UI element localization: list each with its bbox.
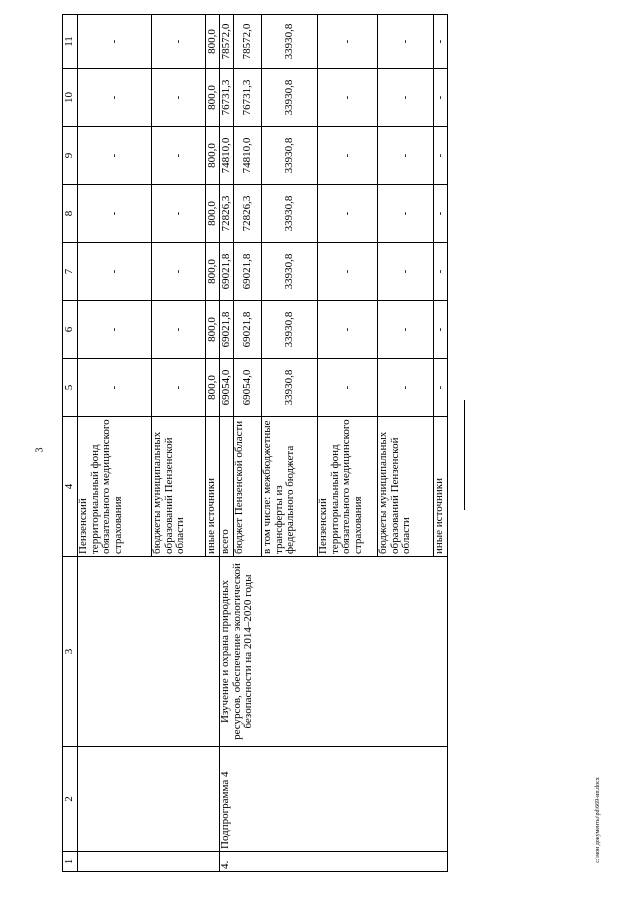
value-cell: -	[434, 243, 448, 301]
column-number-1: 1	[63, 852, 78, 872]
funding-source-cell: Пензенский территориальный фонд обязательного медицинского страхования	[78, 417, 152, 557]
value-cell: -	[378, 243, 434, 301]
continued-source-row	[78, 15, 152, 872]
value-cell: -	[318, 301, 378, 359]
subprogram-name-cell: Подпрограмма 4	[220, 747, 448, 852]
value-cell: -	[434, 301, 448, 359]
value-cell: -	[434, 127, 448, 185]
section-source-row	[220, 15, 234, 872]
column-number-10: 10	[63, 69, 78, 127]
value-cell: -	[152, 69, 206, 127]
value-cell: -	[318, 185, 378, 243]
value-cell: 69054,0	[234, 359, 262, 417]
value-cell: -	[378, 15, 434, 69]
continued-title-cell	[78, 557, 220, 747]
table-body	[63, 15, 448, 872]
continued-name-cell	[78, 747, 220, 852]
value-cell: 72826,3	[220, 185, 234, 243]
budget-table-wrapper	[62, 15, 446, 872]
value-cell: 74810,0	[220, 127, 234, 185]
value-cell: -	[378, 359, 434, 417]
value-cell: -	[378, 69, 434, 127]
budget-table	[62, 14, 448, 872]
value-cell: -	[434, 185, 448, 243]
value-cell: -	[152, 359, 206, 417]
value-cell: 76731,3	[234, 69, 262, 127]
value-cell: -	[152, 127, 206, 185]
value-cell: -	[78, 359, 152, 417]
value-cell: -	[378, 185, 434, 243]
value-cell: -	[152, 185, 206, 243]
value-cell: -	[434, 15, 448, 69]
column-number-5: 5	[63, 359, 78, 417]
funding-source-cell: бюджеты муниципальных образований Пензенской области	[378, 417, 434, 557]
column-number-7: 7	[63, 243, 78, 301]
value-cell: -	[152, 243, 206, 301]
value-cell: -	[378, 127, 434, 185]
value-cell: 72826,3	[234, 185, 262, 243]
funding-source-cell: Пензенский территориальный фонд обязательного медицинского страхования	[318, 417, 378, 557]
value-cell: 69021,8	[234, 243, 262, 301]
funding-source-cell: в том числе: межбюджетные трансферты из федерального бюджета	[262, 417, 318, 557]
subprogram-title-cell: Изучение и охрана природных ресурсов, обеспечение экологической безопасности на 2014–2020 годы	[220, 557, 448, 747]
column-number-9: 9	[63, 127, 78, 185]
value-cell: 33930,8	[262, 301, 318, 359]
value-cell: 69021,8	[220, 243, 234, 301]
value-cell: -	[378, 301, 434, 359]
value-cell: -	[78, 185, 152, 243]
page-number: 3	[34, 447, 46, 453]
continued-num-cell	[78, 852, 220, 872]
column-number-6: 6	[63, 301, 78, 359]
footer-file-path: c:\мои документы\pd\669-ип.docx	[595, 777, 601, 863]
value-cell: 800,0	[206, 301, 220, 359]
value-cell: 800,0	[206, 185, 220, 243]
value-cell: -	[318, 243, 378, 301]
value-cell: 69021,8	[234, 301, 262, 359]
value-cell: -	[78, 127, 152, 185]
column-number-11: 11	[63, 15, 78, 69]
funding-source-cell: бюджеты муниципальных образований Пензенской области	[152, 417, 206, 557]
value-cell: 33930,8	[262, 185, 318, 243]
value-cell: 74810,0	[234, 127, 262, 185]
column-number-8: 8	[63, 185, 78, 243]
funding-source-cell: иные источники	[206, 417, 220, 557]
value-cell: -	[152, 15, 206, 69]
value-cell: 33930,8	[262, 243, 318, 301]
value-cell: -	[434, 359, 448, 417]
value-cell: 69054,0	[220, 359, 234, 417]
value-cell: -	[318, 359, 378, 417]
value-cell: -	[318, 127, 378, 185]
funding-source-cell: иные источники	[434, 417, 448, 557]
value-cell: -	[78, 69, 152, 127]
value-cell: 76731,3	[220, 69, 234, 127]
value-cell: -	[318, 15, 378, 69]
value-cell: -	[78, 243, 152, 301]
value-cell: 69021,8	[220, 301, 234, 359]
value-cell: 33930,8	[262, 359, 318, 417]
value-cell: 800,0	[206, 15, 220, 69]
funding-source-cell: всего	[220, 417, 234, 557]
value-cell: 800,0	[206, 243, 220, 301]
value-cell: 78572,0	[234, 15, 262, 69]
column-number-4: 4	[63, 417, 78, 557]
header-row	[63, 15, 78, 872]
value-cell: 33930,8	[262, 69, 318, 127]
value-cell: 800,0	[206, 359, 220, 417]
value-cell: -	[434, 69, 448, 127]
value-cell: 33930,8	[262, 127, 318, 185]
column-number-3: 3	[63, 557, 78, 747]
value-cell: -	[78, 15, 152, 69]
value-cell: 33930,8	[262, 15, 318, 69]
value-cell: 800,0	[206, 69, 220, 127]
value-cell: -	[78, 301, 152, 359]
value-cell: 78572,0	[220, 15, 234, 69]
funding-source-cell: бюджет Пензенской области	[234, 417, 262, 557]
column-number-2: 2	[63, 747, 78, 852]
row-number-cell: 4.	[220, 852, 448, 872]
value-cell: 800,0	[206, 127, 220, 185]
value-cell: -	[318, 69, 378, 127]
value-cell: -	[152, 301, 206, 359]
